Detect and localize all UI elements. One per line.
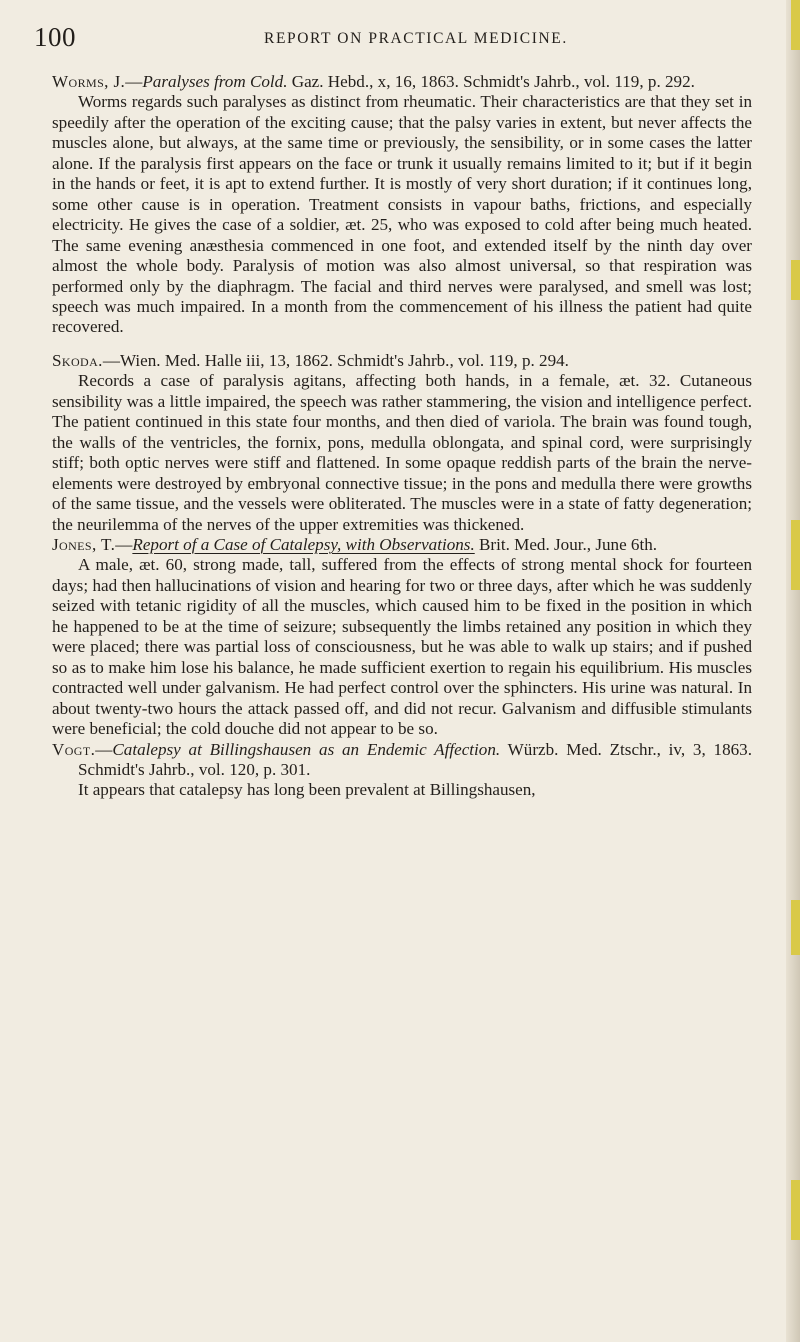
entry-text: A male, æt. 60, strong made, tall, suffered from the effects of strong mental shock for fourteen days; had then hallucinations of vision and hearing for two or three days, after which he was suddenly seized with tetanic rigidity of all the muscles, which caused him to be fixed in the position in which he happened to be at the time of seizure; subsequently the limbs retained any position in which they were placed; there was partial loss of consciousness, but he was able to walk up stairs; and if pushed so as to make him lose his balance, he made sufficient exertion to regain his equilibrium. His muscles contracted well under galvanism. He had perfect control over the sphincters. His urine was natural. In about twenty-two hours the attack passed off, and did not recur. Galvanism and diffusible stimulants were beneficial; the cold douche did not appear to be so. <box>52 555 752 739</box>
entry-title: Report of a Case of Catalepsy, with Observations. <box>132 534 475 554</box>
entry-author: Jones, T. <box>52 534 116 554</box>
bibliography-entry <box>52 351 752 535</box>
bibliography-entry <box>52 740 752 801</box>
entry-citation: Würzb. Med. Ztschr., iv, 3, 1863. Schmidt's Jahrb., vol. 120, p. 301. <box>78 739 753 779</box>
entry-text: Worms regards such paralyses as distinct from rheumatic. Their characteristics are that they set in speedily after the operation of the exciting cause; that the palsy varies in extent, but never affects the muscles alone, but always, at the same time or previously, the sensibility, or in some cases the latter alone. If the paralysis first appears on the face or trunk it usually remains limited to it; but if it begin in the hands or feet, it is apt to extend further. It is mostly of very short duration; if it continues long, some other cause is in operation. Treatment consists in vapour baths, frictions, and especially electricity. He gives the case of a soldier, æt. 25, who was exposed to cold after being much heated. The same evening anæsthesia commenced in one foot, and extended itself by the ninth day over almost the whole body. Paralysis of motion was also almost universal, so that respiration was performed only by the diaphragm. The facial and third nerves were paralysed, and smell was lost; speech was much impaired. In a month from the commencement of his illness the patient had quite recovered. <box>52 92 752 337</box>
entry-citation: Gaz. Hebd., x, 16, 1863. Schmidt's Jahrb., vol. 119, p. 292. <box>287 72 695 91</box>
entry-title: Catalepsy at Billingshausen as an Endemic Affection. <box>112 739 501 759</box>
entry-author: Worms, J. <box>52 72 126 91</box>
page-body <box>52 72 752 801</box>
entry-reference: Worms, J.—Paralyses from Cold. Gaz. Hebd., x, 16, 1863. Schmidt's Jahrb., vol. 119, p. 292. <box>52 72 695 91</box>
entry-author: Vogt. <box>52 739 96 759</box>
bibliography-entry <box>52 72 752 338</box>
running-head: REPORT ON PRACTICAL MEDICINE. <box>264 30 568 47</box>
entry-title: Paralyses from Cold. <box>142 72 288 91</box>
edge-tab <box>791 1180 800 1240</box>
page-number: 100 <box>34 22 76 52</box>
entry-text: It appears that catalepsy has long been prevalent at Billingshausen, <box>78 780 536 800</box>
bibliography-entry <box>52 535 752 740</box>
entry-reference: Jones, T.—Report of a Case of Catalepsy, with Observations. Brit. Med. Jour., June 6th. <box>52 534 658 554</box>
edge-tab <box>791 0 800 50</box>
edge-tab <box>791 520 800 590</box>
edge-tab <box>791 260 800 300</box>
entry-author: Skoda. <box>52 350 103 370</box>
entry-reference: Vogt.—Catalepsy at Billingshausen as an Endemic Affection. Würzb. Med. Ztschr., iv, 3, 1863. Schmidt's Jahrb., vol. 120, p. 301. <box>52 739 753 779</box>
page-header <box>34 22 764 62</box>
entry-reference <box>52 351 752 371</box>
entry-text: Records a case of paralysis agitans, affecting both hands, in a female, æt. 32. Cutaneous sensibility was a little impaired, the speech was rather stammering, the vision and intelligence perfect. The patient continued in this state four months, and then died of variola. The brain was found tough, the walls of the ventricles, the fornix, pons, medulla oblongata, and spinal cord, were surprisingly stiff; both optic nerves were stiff and flattened. In some opaque reddish parts of the brain the nerve-elements were destroyed by embryonal connective tissue; in the pons and medulla there were growths of the same tissue, and the vessels were obliterated. The muscles were in a state of fatty degeneration; the neurilemma of the nerves of the upper extremities was thickened. <box>52 371 752 534</box>
edge-tab <box>791 900 800 955</box>
entry-citation: —Wien. Med. Halle iii, 13, 1862. Schmidt's Jahrb., vol. 119, p. 294. <box>102 350 569 370</box>
page-edge-tabs <box>786 0 800 1342</box>
entry-citation: Brit. Med. Jour., June 6th. <box>474 534 658 554</box>
